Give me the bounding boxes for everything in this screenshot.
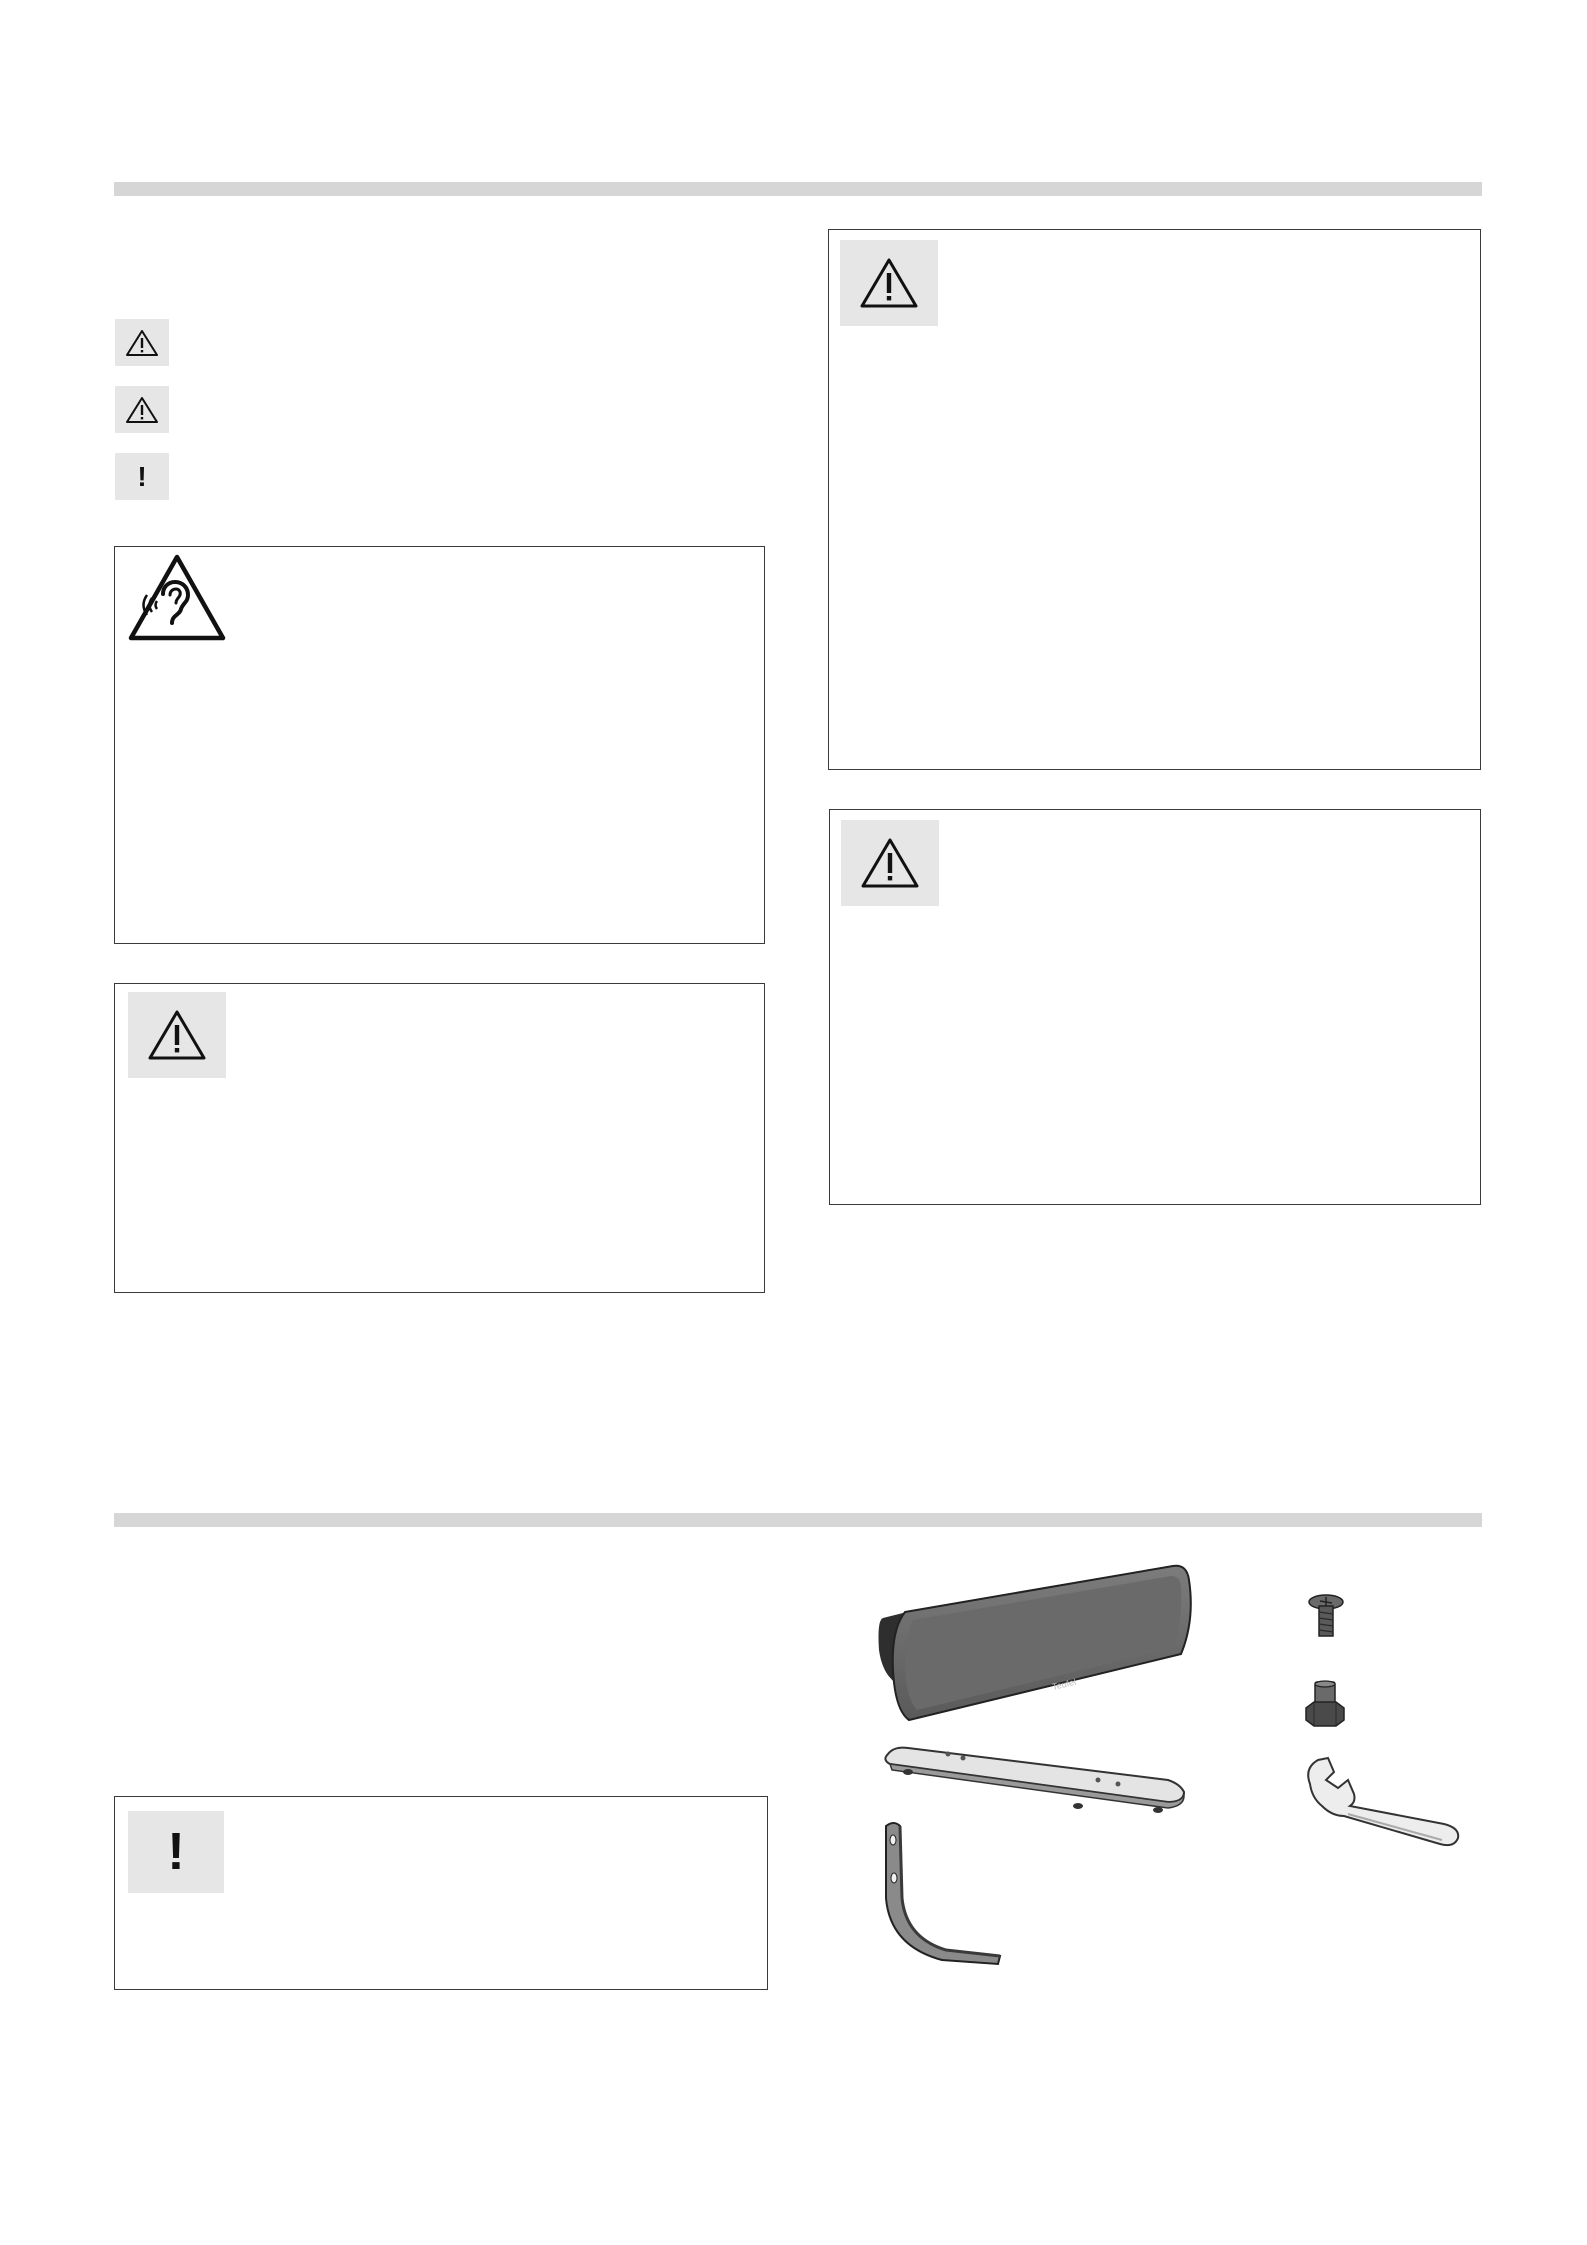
screw-icon [1304,1592,1348,1642]
wrench-icon [1304,1754,1464,1850]
wall-bracket-icon [876,1818,1006,1968]
warning-triangle-icon [128,992,226,1078]
warning-triangle-icon [841,820,939,906]
legend-notice-icon [115,453,169,500]
exclamation-icon: ! [128,1811,224,1893]
exclamation-icon: ! [137,460,147,492]
warning-box-right-bottom [829,809,1481,1205]
hearing-warning-box [114,546,765,944]
threaded-nut-icon [1302,1680,1348,1730]
section-header-bar-contents [114,1513,1482,1527]
legend-warning-icon [115,319,169,366]
legend-caution-icon [115,386,169,433]
note-box [114,1796,768,1990]
warning-box-right-top [828,229,1481,770]
speaker-brand-mark: Teufel [1051,1676,1077,1692]
warning-triangle-icon [840,240,938,326]
warning-box-left [114,983,765,1293]
base-plate-icon [878,1740,1188,1820]
speaker-icon [875,1560,1195,1726]
section-header-bar-safety [114,182,1482,196]
hearing-damage-icon [126,553,228,643]
